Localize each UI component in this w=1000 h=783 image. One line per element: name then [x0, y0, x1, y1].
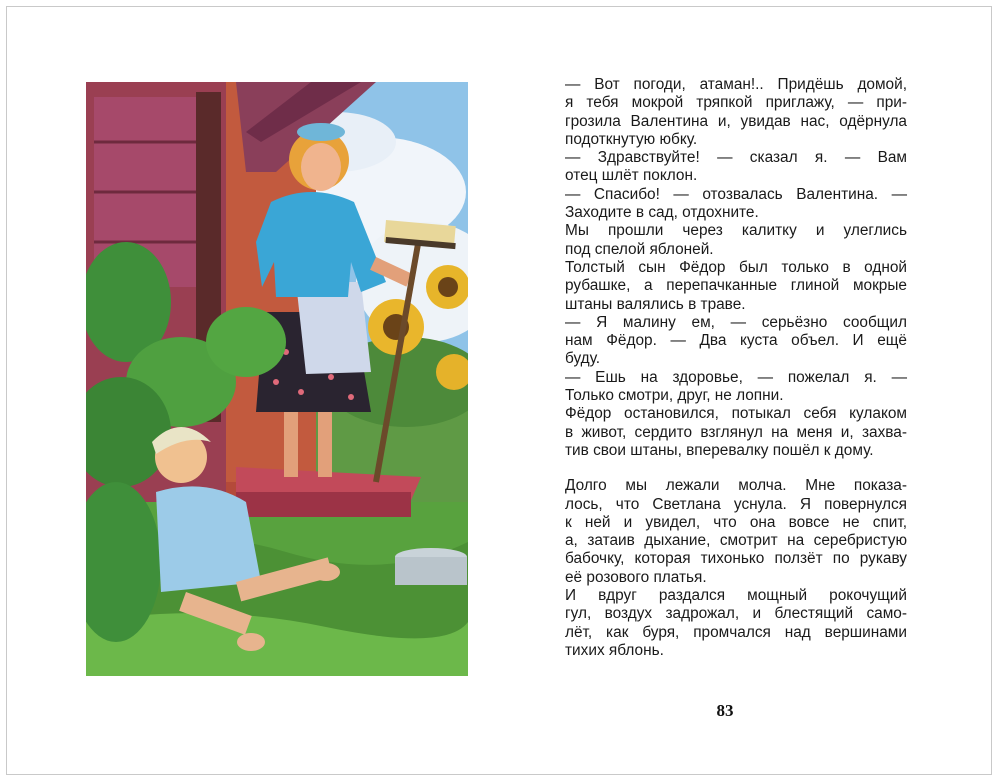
text-line: Толстый сын Фёдор был только в одной [565, 258, 907, 276]
paragraph [565, 587, 907, 660]
text-line: лёт, как буря, промчался над вершинами [565, 623, 907, 641]
text-line: подоткнутую юбку. [565, 130, 698, 148]
text-line: Долго мы лежали молча. Мне показа- [565, 477, 907, 495]
illustration-woman-broom-boy-garden-icon [86, 82, 468, 676]
text-line: буду. [565, 350, 601, 368]
text-line: лось, что Светлана уснула. Я повернулся [565, 495, 907, 513]
text-line: тив свои штаны, вперевалку пошёл к дому. [565, 441, 874, 459]
text-line: я тебя мокрой тряпкой приглажу, — при- [565, 94, 907, 112]
text-line: грозила Валентина и, увидав нас, одёрнула [565, 112, 907, 130]
paragraph [565, 405, 907, 460]
text-line: — Спасибо! — отозвалась Валентина. — [565, 185, 907, 203]
text-line: — Вот погоди, атаман!.. Придёшь домой, [565, 76, 907, 93]
paragraph [565, 222, 907, 259]
paragraph [565, 149, 907, 186]
paragraph [565, 369, 907, 406]
text-line: тихих яблонь. [565, 641, 664, 659]
text-line: Заходите в сад, отдохните. [565, 204, 759, 222]
section-gap [565, 460, 907, 477]
text-line: к ней и увидел, что она вовсе не спит, [565, 513, 907, 531]
text-line: — Ешь на здоровье, — пожелал я. — [565, 368, 907, 386]
story-text [565, 76, 907, 660]
text-line: нам Фёдор. — Два куста объел. И ещё [565, 332, 907, 350]
text-line: под спелой яблоней. [565, 240, 714, 258]
text-line: Фёдор остановился, потыкал себя кулаком [565, 405, 907, 423]
text-line: гул, воздух задрожал, и блестящий само- [565, 605, 907, 623]
text-line: бабочку, которая тихонько ползёт по рукаву [565, 550, 907, 568]
paragraph [565, 259, 907, 314]
paragraph [565, 477, 907, 587]
text-line: — Здравствуйте! — сказал я. — Вам [565, 149, 907, 167]
text-line: — Я малину ем, — серьёзно сообщил [565, 313, 907, 331]
text-line: её розового платья. [565, 568, 707, 586]
text-line: а, затаив дыхание, смотрит на серебристую [565, 532, 907, 550]
text-line: И вдруг раздался мощный рокочущий [565, 587, 907, 605]
text-line: рубашке, а перепачканные глиной мокрые [565, 277, 907, 295]
text-line: отец шлёт поклон. [565, 167, 698, 185]
text-line: штаны валялись в траве. [565, 295, 746, 313]
book-illustration [86, 82, 468, 676]
paragraph [565, 186, 907, 223]
text-line: в живот, сердито взглянул на меня и, захва- [565, 423, 907, 441]
page-number: 83 [716, 701, 734, 720]
text-line: Мы прошли через калитку и улеглись [565, 222, 907, 240]
paragraph [565, 76, 907, 149]
paragraph [565, 314, 907, 369]
text-line: Только смотри, друг, не лопни. [565, 387, 784, 405]
